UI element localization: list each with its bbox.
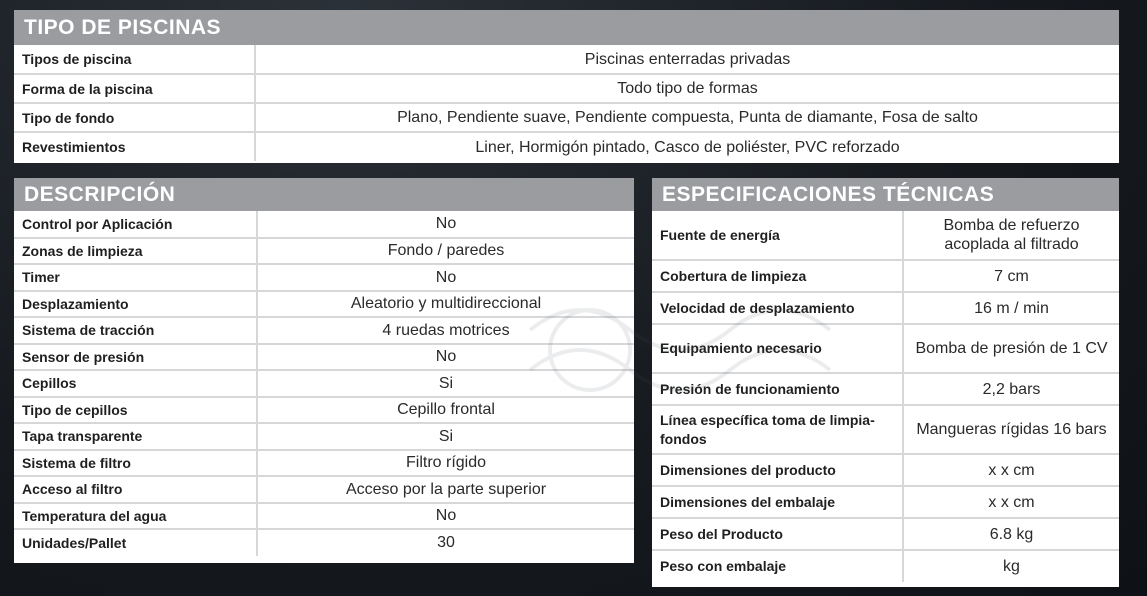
tipo-piscinas-panel	[14, 10, 1119, 163]
tipo-piscinas-title: TIPO DE PISCINAS	[14, 10, 1119, 45]
row-value: Bomba de refuerzo acoplada al filtrado	[903, 211, 1119, 260]
table-row	[652, 292, 1119, 324]
table-row	[14, 370, 634, 397]
table-row	[14, 450, 634, 477]
table-row	[14, 317, 634, 344]
especificaciones-table	[652, 211, 1119, 582]
row-label: Dimensiones del producto	[652, 454, 903, 486]
row-value: No	[257, 344, 634, 371]
table-row	[14, 423, 634, 450]
row-label: Timer	[14, 264, 257, 291]
row-label: Equipamiento necesario	[652, 324, 903, 373]
table-row	[652, 405, 1119, 454]
row-label: Peso del Producto	[652, 518, 903, 550]
row-label: Fuente de energía	[652, 211, 903, 260]
row-label: Tapa transparente	[14, 423, 257, 450]
row-label: Temperatura del agua	[14, 503, 257, 530]
table-row	[652, 324, 1119, 373]
table-row	[14, 132, 1119, 161]
table-row	[14, 211, 634, 238]
row-label: Sensor de presión	[14, 344, 257, 371]
row-value: Acceso por la parte superior	[257, 476, 634, 503]
table-row	[14, 503, 634, 530]
table-row	[14, 476, 634, 503]
row-label: Presión de funcionamiento	[652, 373, 903, 405]
row-label: Velocidad de desplazamiento	[652, 292, 903, 324]
row-label: Línea específica toma de limpia-fondos	[652, 405, 903, 454]
row-value: 4 ruedas motrices	[257, 317, 634, 344]
row-label: Revestimientos	[14, 132, 255, 161]
row-value: Piscinas enterradas privadas	[255, 45, 1119, 74]
row-label: Zonas de limpieza	[14, 238, 257, 265]
row-label: Forma de la piscina	[14, 74, 255, 103]
tipo-piscinas-table	[14, 45, 1119, 161]
row-label: Unidades/Pallet	[14, 529, 257, 556]
table-row	[14, 74, 1119, 103]
row-label: Cepillos	[14, 370, 257, 397]
especificaciones-title: ESPECIFICACIONES TÉCNICAS	[652, 178, 1119, 211]
row-label: Sistema de filtro	[14, 450, 257, 477]
table-row	[14, 238, 634, 265]
row-label: Dimensiones del embalaje	[652, 486, 903, 518]
row-label: Tipo de cepillos	[14, 397, 257, 424]
row-label: Desplazamiento	[14, 291, 257, 318]
row-value: Cepillo frontal	[257, 397, 634, 424]
table-row	[14, 291, 634, 318]
row-value: No	[257, 264, 634, 291]
table-row	[652, 373, 1119, 405]
row-value: Bomba de presión de 1 CV	[903, 324, 1119, 373]
row-label: Tipos de piscina	[14, 45, 255, 74]
row-value: Si	[257, 423, 634, 450]
row-value: 30	[437, 534, 455, 552]
row-value: Mangueras rígidas 16 bars	[903, 405, 1119, 454]
table-row	[14, 45, 1119, 74]
row-value: No	[257, 211, 634, 238]
especificaciones-panel	[652, 178, 1119, 587]
row-label: Acceso al filtro	[14, 476, 257, 503]
table-row	[652, 518, 1119, 550]
row-label: Tipo de fondo	[14, 103, 255, 132]
descripcion-table	[14, 211, 634, 556]
row-value: Todo tipo de formas	[255, 74, 1119, 103]
row-value: 7 cm	[903, 260, 1119, 292]
row-value: Si	[257, 370, 634, 397]
table-row	[14, 397, 634, 424]
descripcion-panel	[14, 178, 634, 563]
table-row	[14, 264, 634, 291]
row-label: Sistema de tracción	[14, 317, 257, 344]
table-row	[14, 344, 634, 371]
row-value: Fondo / paredes	[257, 238, 634, 265]
table-row	[14, 103, 1119, 132]
row-value: x x cm	[903, 486, 1119, 518]
row-value: Filtro rígido	[257, 450, 634, 477]
table-row	[14, 529, 634, 556]
row-value: 16 m / min	[903, 292, 1119, 324]
row-value: No	[257, 503, 634, 530]
row-value: Plano, Pendiente suave, Pendiente compuesta, Punta de diamante, Fosa de salto	[255, 103, 1119, 132]
row-label: Control por Aplicación	[14, 211, 257, 238]
row-label: Cobertura de limpieza	[652, 260, 903, 292]
table-row	[652, 211, 1119, 260]
row-value: Aleatorio y multidireccional	[257, 291, 634, 318]
descripcion-title: DESCRIPCIÓN	[14, 178, 634, 211]
table-row	[652, 486, 1119, 518]
table-row	[652, 260, 1119, 292]
row-value: kg	[1003, 558, 1020, 575]
row-value: 6.8 kg	[903, 518, 1119, 550]
row-value: Liner, Hormigón pintado, Casco de poliéster, PVC reforzado	[475, 138, 900, 156]
row-value: x x cm	[903, 454, 1119, 486]
table-row	[652, 550, 1119, 582]
row-value: 2,2 bars	[903, 373, 1119, 405]
table-row	[652, 454, 1119, 486]
row-label: Peso con embalaje	[652, 550, 903, 582]
